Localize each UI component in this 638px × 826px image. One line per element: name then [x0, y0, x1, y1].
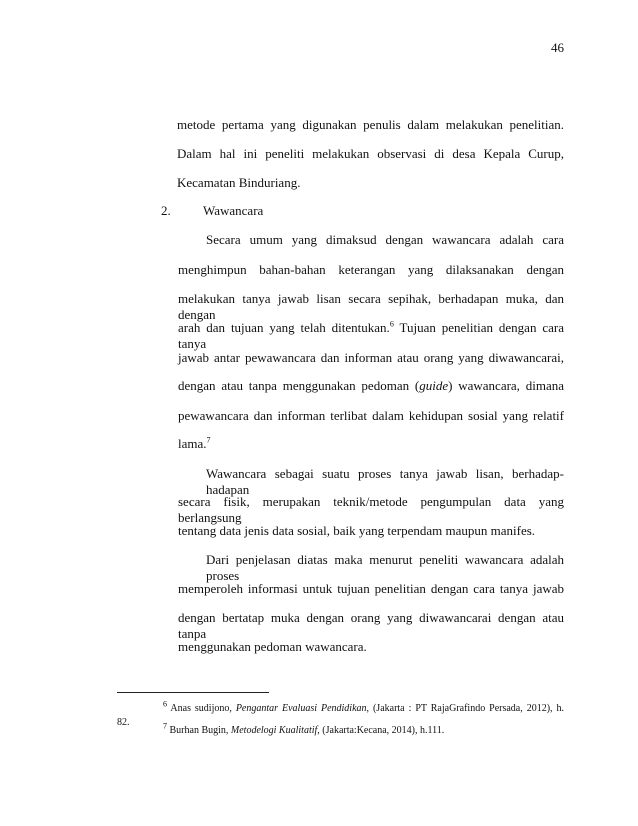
- page-number: 46: [551, 40, 564, 55]
- body-text-line: arah dan tujuan yang telah ditentukan.$^6$ Tujuan penelitian dengan cara tanya: [178, 319, 564, 351]
- body-text-line: Secara umum yang dimaksud dengan wawancara adalah cara: [206, 232, 564, 247]
- footnote-6-continuation: 82.: [117, 717, 130, 728]
- footnote-ref-7: 7: [206, 435, 211, 445]
- footnote-ref-6: 6: [389, 319, 394, 329]
- body-text-line: melakukan tanya jawab lisan secara sepihak, berhadapan muka, dan dengan: [178, 291, 564, 322]
- footnote-6: $^6$ Anas sudijono, Pengantar Evaluasi Pendidikan, (Jakarta : PT RajaGrafindo Persada, 2012), h.: [163, 699, 564, 714]
- body-text-line: tentang data jenis data sosial, baik yang terpendam maupun manifes.: [178, 523, 536, 538]
- body-text-line: secara fisik, merupakan teknik/metode pengumpulan data yang berlangsung: [178, 494, 564, 525]
- body-text-line: menggunakan pedoman wawancara.: [178, 639, 367, 654]
- body-text-line: lama.$^7$: [178, 435, 211, 451]
- body-text-line: dengan bertatap muka dengan orang yang diwawancarai dengan atau tanpa: [178, 610, 564, 641]
- body-text-line: dengan atau tanpa menggunakan pedoman (guide) wawancara, dimana: [178, 378, 564, 393]
- body-text-line: Wawancara sebagai suatu proses tanya jawab lisan, berhadap-hadapan: [206, 466, 564, 497]
- section-title: Wawancara: [203, 203, 264, 218]
- body-text-line: metode pertama yang digunakan penulis dalam melakukan penelitian.: [177, 117, 564, 132]
- body-text-line: menghimpun bahan-bahan keterangan yang dilaksanakan dengan: [178, 262, 564, 277]
- body-text-line: pewawancara dan informan terlibat dalam kehidupan sosial yang relatif: [178, 408, 564, 423]
- section-number: 2.: [161, 203, 171, 218]
- footnote-7: $^7$ Burhan Bugin, Metodelogi Kualitatif, (Jakarta:Kecana, 2014), h.111.: [163, 721, 445, 736]
- body-text-line: memperoleh informasi untuk tujuan penelitian dengan cara tanya jawab: [178, 581, 564, 596]
- body-text-line: Kecamatan Binduriang.: [177, 175, 301, 190]
- body-text-line: Dalam hal ini peneliti melakukan observasi di desa Kepala Curup,: [177, 146, 564, 161]
- body-text-line: Dari penjelasan diatas maka menurut peneliti wawancara adalah proses: [206, 552, 564, 583]
- footnote-separator: [117, 692, 269, 693]
- body-text-line: jawab antar pewawancara dan informan atau orang yang diwawancarai,: [178, 350, 564, 365]
